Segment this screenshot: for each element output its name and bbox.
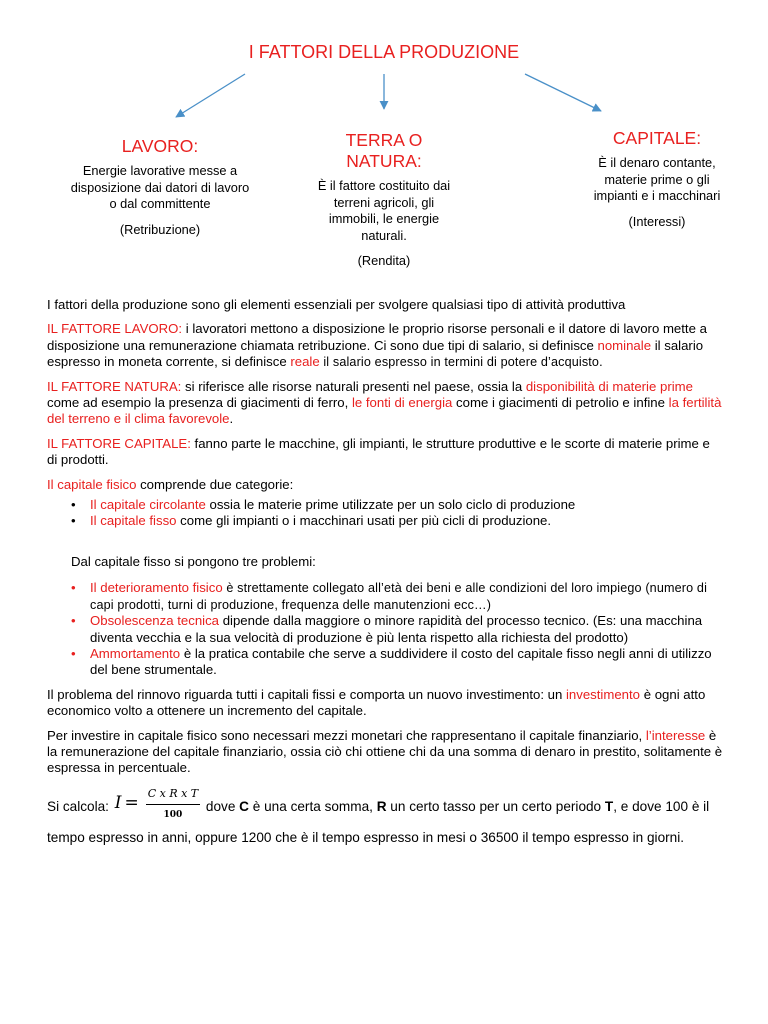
lavoro-t2: il salario espresso in moneta corrente, si definisce (47, 337, 704, 370)
formula-eq: = (124, 792, 139, 813)
natura-r3: la fertilità del terreno e il clima favorevole (47, 395, 722, 427)
formula-denominator: 100 (163, 809, 183, 820)
item-term: Ammortamento (90, 645, 181, 661)
lavoro-heading: LAVORO: (121, 136, 199, 156)
item-text: dipende dalla maggiore o minore rapidità del processo tecnico. (Es: una macchina diventa vecchia e la sua velocità di produzione è più lenta rispetto alla richiesta del prodotto) (90, 613, 703, 645)
rinnovo-t2: è ogni atto economico volto a ottenere un incremento del capitale. (47, 686, 706, 719)
fisico-list (71, 497, 723, 530)
capitale-heading: CAPITALE: (612, 128, 702, 148)
formula-lhs: I (114, 792, 122, 813)
fisico-label: Il capitale fisico (47, 476, 137, 492)
lavoro-paren: (Retribuzione) (119, 221, 201, 237)
list-item (71, 497, 723, 513)
lavoro-paragraph (47, 321, 723, 370)
var-c: C (239, 798, 249, 814)
capitale-t1: fanno parte le macchine, gli impianti, le strutture produttive e le scorte di materie prime e di prodotti. (47, 435, 710, 468)
reale-term: reale (290, 354, 320, 370)
arrow-left (176, 74, 245, 117)
natura-t2: come ad esempio la presenza di giacimenti di ferro, (47, 395, 352, 411)
list-item (71, 613, 723, 646)
item-text: come gli impianti o i macchinari usati per più cicli di produzione. (176, 513, 552, 529)
natura-r1: disponibilità di materie prime (525, 378, 693, 394)
lavoro-t1: i lavoratori mettono a disposizione le proprio risorse personali e il datore di lavoro mette a disposizione una remunerazione chiamata retribuzione. Ci sono due tipi di salario, si definisce (47, 321, 707, 353)
natura-t4: . (229, 411, 234, 427)
natura-label: IL FATTORE NATURA: (47, 378, 182, 394)
problemi-intro: Dal capitale fisso si pongono tre problemi: (71, 553, 316, 569)
fisico-paragraph (47, 477, 723, 493)
item-text: ossia le materie prime utilizzate per un solo ciclo di produzione (205, 497, 576, 513)
column-lavoro (70, 136, 250, 238)
item-term: Il deterioramento fisico (90, 580, 223, 596)
terra-text: È il fattore costituito dai terreni agricoli, gli immobili, le energie naturali. (317, 178, 451, 243)
page-title: I FATTORI DELLA PRODUZIONE (248, 42, 520, 62)
formula-fraction (146, 784, 200, 825)
interest-formula (115, 784, 200, 825)
terra-heading: TERRA O NATURA: (345, 130, 423, 171)
column-capitale (582, 128, 732, 230)
natura-t1: si riferisce alle risorse naturali presenti nel paese, ossia la (181, 378, 526, 394)
var-t: T (604, 798, 614, 814)
nominale-term: nominale (597, 337, 652, 353)
terra-paren: (Rendita) (357, 253, 411, 268)
capitale-paren: (Interessi) (628, 213, 686, 229)
finanziario-t2: è la remunerazione del capitale finanziario, ossia ciò chi ottiene chi da una somma di denaro in prestito, solitamente è espressa in percentuale. (47, 727, 723, 776)
item-term: Il capitale circolante (90, 497, 206, 513)
body-text (47, 297, 723, 855)
rinnovo-paragraph (47, 687, 723, 720)
calcolo-t3: un certo tasso per un certo periodo (386, 798, 605, 814)
list-item (71, 646, 723, 679)
item-term: Obsolescenza tecnica (90, 613, 220, 629)
rinnovo-t1: Il problema del rinnovo riguarda tutti i capitali fissi e comporta un nuovo investimento: un (47, 686, 566, 702)
list-item (71, 513, 723, 529)
lavoro-t3: il salario espresso in termini di potere d’acquisto. (319, 355, 603, 370)
natura-r2: le fonti di energia (351, 395, 453, 411)
item-text: è la pratica contabile che serve a suddividere il costo del capitale fisso negli anni di utilizzo del bene strumentale. (90, 645, 712, 678)
column-terra (309, 130, 459, 270)
calcolo-t4: , e dove 100 è il tempo espresso in anni, oppure 1200 che è il tempo espresso in mesi o 36500 il tempo espresso in giorni. (47, 798, 710, 845)
lavoro-text: Energie lavorative messe a disposizione dai datori di lavoro o dal committente (70, 163, 250, 211)
calcolo-t1: dove (202, 798, 240, 814)
capitale-label: IL FATTORE CAPITALE: (47, 435, 191, 451)
calcolo-t2: è una certa somma, (249, 798, 377, 814)
finanziario-paragraph (47, 728, 723, 777)
rinnovo-r1: investimento (565, 686, 641, 702)
calcolo-paragraph (47, 787, 723, 847)
item-text: è strettamente collegato all’età dei beni e alle condizioni del loro impiego (numero di capi prodotti, turni di produzione, frequenza delle manutenzioni ecc…) (90, 581, 708, 612)
problemi-list (71, 580, 723, 678)
intro-paragraph: I fattori della produzione sono gli elementi essenziali per svolgere qualsiasi tipo di attività produttiva (47, 297, 626, 312)
var-r: R (376, 798, 387, 814)
diagram-arrows (0, 0, 768, 130)
natura-t3: come i giacimenti di petrolio e infine (452, 395, 669, 411)
capitale-text: È il denaro contante, materie prime o gli impianti e i macchinari (593, 155, 721, 203)
natura-paragraph (47, 379, 723, 428)
fisico-t1: comprende due categorie: (136, 476, 294, 492)
item-term: Il capitale fisso (90, 513, 177, 529)
capitale-paragraph (47, 436, 723, 469)
calcolo-prefix: Si calcola: (47, 798, 113, 814)
lavoro-label: IL FATTORE LAVORO: (47, 321, 183, 337)
list-item (71, 580, 723, 613)
finanziario-r1: l’interesse (645, 727, 706, 743)
formula-numerator: C x R x T (146, 784, 200, 805)
finanziario-t1: Per investire in capitale fisico sono necessari mezzi monetari che rappresentano il capitale finanziario, (47, 727, 646, 743)
arrow-right (525, 74, 601, 111)
